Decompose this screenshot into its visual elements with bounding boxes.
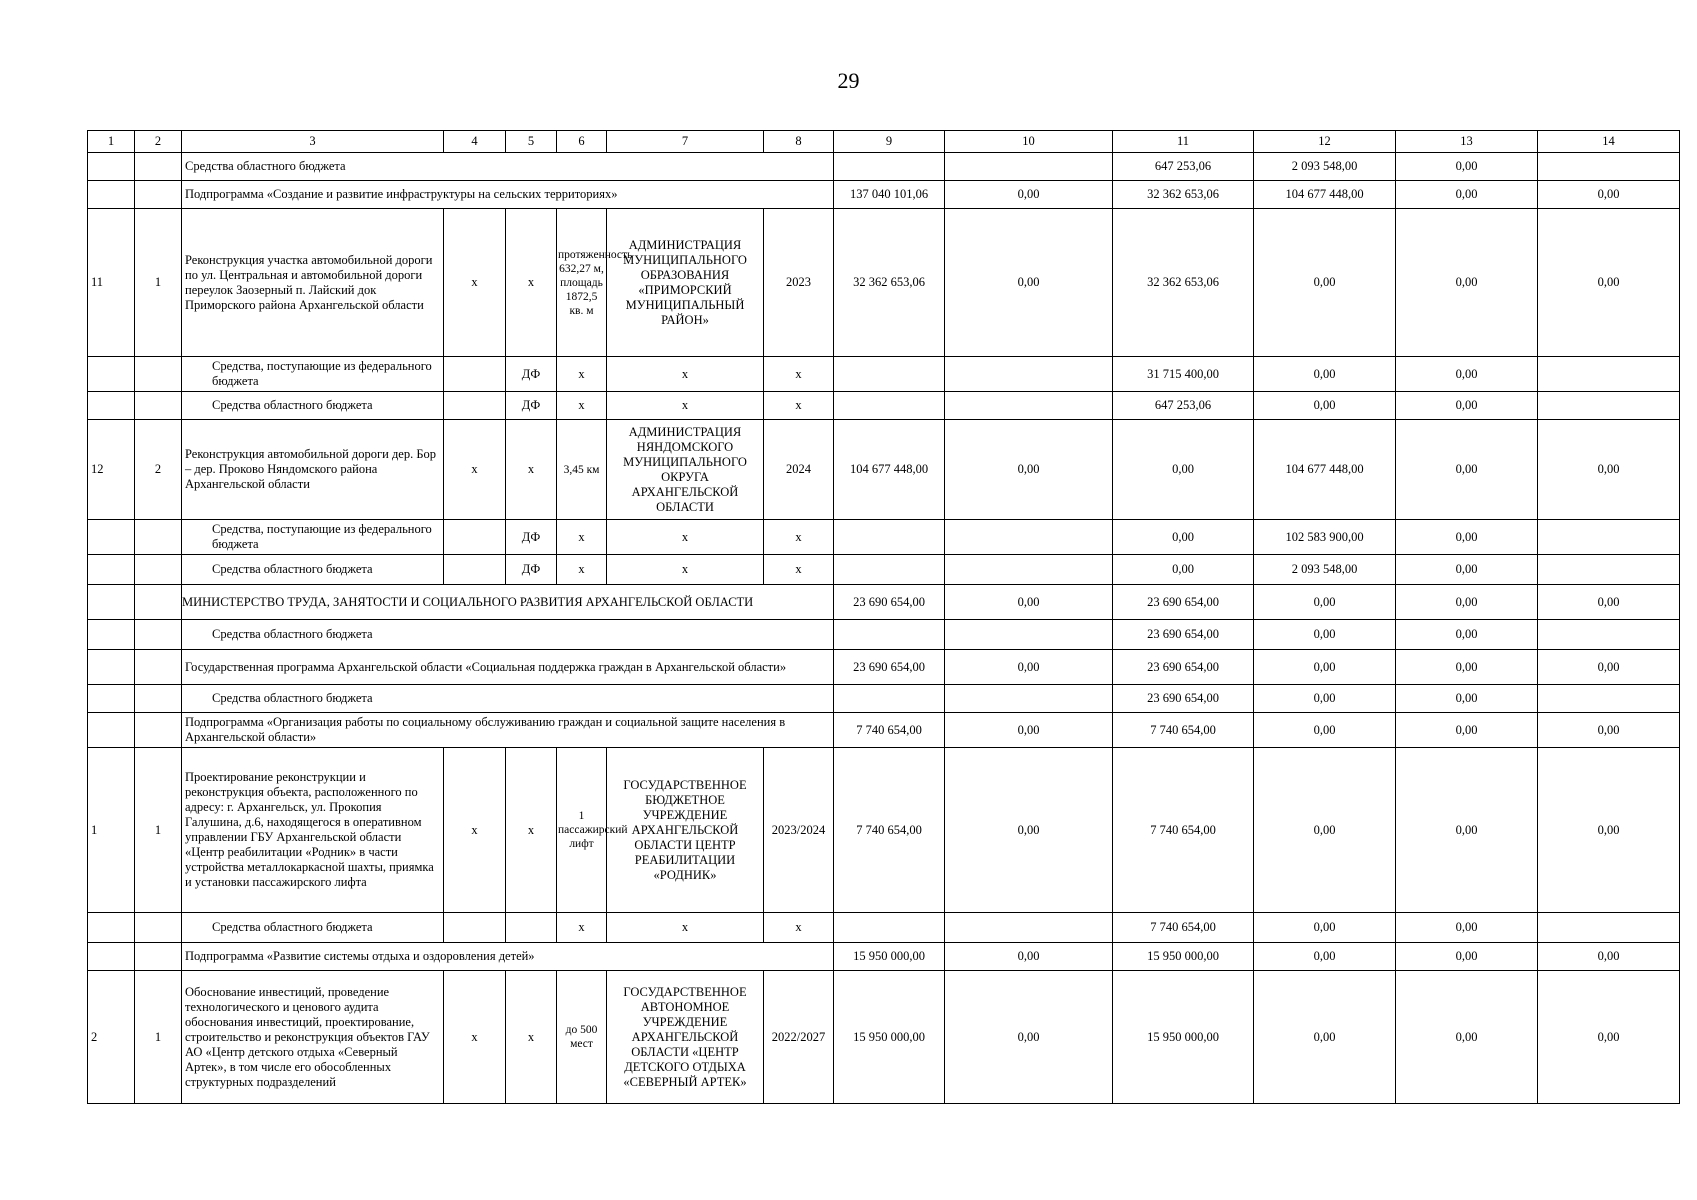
amount-c12: 104 677 448,00 (1254, 420, 1396, 520)
code-cell-4: х (444, 209, 506, 357)
amount-c12: 0,00 (1254, 685, 1396, 713)
funding-source-label: Средства областного бюджета (182, 153, 834, 181)
amount-c13: 0,00 (1396, 555, 1538, 585)
amount-c9: 137 040 101,06 (834, 181, 945, 209)
customer-organization: х (607, 913, 764, 943)
amount-c12: 0,00 (1254, 713, 1396, 748)
column-number-4: 4 (444, 131, 506, 153)
amount-c9: 7 740 654,00 (834, 713, 945, 748)
amount-c10 (945, 555, 1113, 585)
amount-c10 (945, 685, 1113, 713)
customer-organization: ГОСУДАРСТВЕННОЕ БЮДЖЕТНОЕ УЧРЕЖДЕНИЕ АРХАНГЕЛЬСКОЙ ОБЛАСТИ ЦЕНТР РЕАБИЛИТАЦИИ «РОДНИК» (607, 748, 764, 913)
amount-c10: 0,00 (945, 420, 1113, 520)
column-number-14: 14 (1538, 131, 1680, 153)
row-number-cell (88, 913, 135, 943)
amount-c14 (1538, 685, 1680, 713)
amount-c12: 0,00 (1254, 971, 1396, 1104)
amount-c11: 0,00 (1113, 520, 1254, 555)
row-number-cell: 2 (88, 971, 135, 1104)
column-number-3: 3 (182, 131, 444, 153)
amount-c12: 0,00 (1254, 943, 1396, 971)
amount-c14 (1538, 620, 1680, 650)
table-row (88, 971, 1680, 1104)
amount-c14: 0,00 (1538, 713, 1680, 748)
object-description: Реконструкция участка автомобильной дороги по ул. Центральная и автомобильной дороги переулок Заозерный п. Лайский док Приморского района Архангельской области (182, 209, 444, 357)
item-number-cell (135, 392, 182, 420)
amount-c12: 104 677 448,00 (1254, 181, 1396, 209)
funding-source-label: Средства областного бюджета (182, 392, 444, 420)
amount-c12: 0,00 (1254, 620, 1396, 650)
item-number-cell (135, 153, 182, 181)
budget-table (87, 130, 1680, 1104)
amount-c14: 0,00 (1538, 971, 1680, 1104)
table-row (88, 650, 1680, 685)
amount-c10: 0,00 (945, 748, 1113, 913)
row-number-cell (88, 585, 135, 620)
item-number-cell: 1 (135, 748, 182, 913)
table-row (88, 357, 1680, 392)
amount-c14 (1538, 357, 1680, 392)
amount-c13: 0,00 (1396, 585, 1538, 620)
customer-organization: ГОСУДАРСТВЕННОЕ АВТОНОМНОЕ УЧРЕЖДЕНИЕ АРХАНГЕЛЬСКОЙ ОБЛАСТИ «ЦЕНТР ДЕТСКОГО ОТДЫХА «СЕВЕРНЫЙ АРТЕК» (607, 971, 764, 1104)
amount-c13: 0,00 (1396, 420, 1538, 520)
column-number-6: 6 (557, 131, 607, 153)
implementation-period: х (764, 913, 834, 943)
item-number-cell (135, 620, 182, 650)
amount-c11: 647 253,06 (1113, 153, 1254, 181)
amount-c9 (834, 357, 945, 392)
amount-c14: 0,00 (1538, 181, 1680, 209)
amount-c14: 0,00 (1538, 650, 1680, 685)
amount-c11: 7 740 654,00 (1113, 748, 1254, 913)
column-number-5: 5 (506, 131, 557, 153)
capacity-cell: 1 пассажирский лифт (557, 748, 607, 913)
column-number-10: 10 (945, 131, 1113, 153)
amount-c11: 0,00 (1113, 555, 1254, 585)
section-heading: МИНИСТЕРСТВО ТРУДА, ЗАНЯТОСТИ И СОЦИАЛЬНОГО РАЗВИТИЯ АРХАНГЕЛЬСКОЙ ОБЛАСТИ (182, 585, 834, 620)
amount-c13: 0,00 (1396, 913, 1538, 943)
funding-source-label: Средства, поступающие из федерального бюджета (182, 520, 444, 555)
capacity-cell: х (557, 392, 607, 420)
code-cell-5: х (506, 420, 557, 520)
amount-c13: 0,00 (1396, 153, 1538, 181)
table-row (88, 685, 1680, 713)
amount-c9: 15 950 000,00 (834, 971, 945, 1104)
code-cell-4 (444, 357, 506, 392)
column-number-13: 13 (1396, 131, 1538, 153)
capacity-cell: 3,45 км (557, 420, 607, 520)
column-number-7: 7 (607, 131, 764, 153)
amount-c14 (1538, 555, 1680, 585)
table-row (88, 520, 1680, 555)
amount-c10 (945, 153, 1113, 181)
amount-c9 (834, 620, 945, 650)
row-number-cell (88, 392, 135, 420)
column-number-9: 9 (834, 131, 945, 153)
code-cell-5: х (506, 209, 557, 357)
amount-c10: 0,00 (945, 585, 1113, 620)
row-number-cell (88, 620, 135, 650)
amount-c10 (945, 913, 1113, 943)
item-number-cell (135, 555, 182, 585)
item-number-cell (135, 943, 182, 971)
amount-c13: 0,00 (1396, 520, 1538, 555)
implementation-period: х (764, 357, 834, 392)
section-heading: Подпрограмма «Создание и развитие инфраструктуры на сельских территориях» (182, 181, 834, 209)
object-description: Проектирование реконструкции и реконструкция объекта, расположенного по адресу: г. Архангельск, ул. Прокопия Галушина, д.6, находящегося в оперативном управлении ГБУ Архангельской области «Центр реабилитации «Родник» в части устройства металлокаркасной шахты, приямка и установки пассажирского лифта (182, 748, 444, 913)
amount-c10 (945, 392, 1113, 420)
amount-c13: 0,00 (1396, 971, 1538, 1104)
amount-c12: 0,00 (1254, 913, 1396, 943)
amount-c13: 0,00 (1396, 620, 1538, 650)
row-number-cell: 12 (88, 420, 135, 520)
section-heading: Подпрограмма «Организация работы по социальному обслуживанию граждан и социальной защите населения в Архангельской области» (182, 713, 834, 748)
amount-c11: 23 690 654,00 (1113, 620, 1254, 650)
code-cell-4: х (444, 420, 506, 520)
amount-c11: 32 362 653,06 (1113, 209, 1254, 357)
customer-organization: АДМИНИСТРАЦИЯ НЯНДОМСКОГО МУНИЦИПАЛЬНОГО ОКРУГА АРХАНГЕЛЬСКОЙ ОБЛАСТИ (607, 420, 764, 520)
code-cell-4 (444, 913, 506, 943)
amount-c11: 31 715 400,00 (1113, 357, 1254, 392)
table-row (88, 913, 1680, 943)
row-number-cell (88, 520, 135, 555)
funding-source-label: Средства областного бюджета (182, 913, 444, 943)
row-number-cell: 11 (88, 209, 135, 357)
row-number-cell (88, 357, 135, 392)
table-row (88, 392, 1680, 420)
table-row (88, 420, 1680, 520)
table-row (88, 153, 1680, 181)
item-number-cell (135, 650, 182, 685)
section-heading: Государственная программа Архангельской области «Социальная поддержка граждан в Архангельской области» (182, 650, 834, 685)
funding-source-label: Средства областного бюджета (182, 685, 834, 713)
amount-c10: 0,00 (945, 971, 1113, 1104)
funding-code: ДФ (506, 555, 557, 585)
row-number-cell (88, 943, 135, 971)
column-number-1: 1 (88, 131, 135, 153)
amount-c12: 0,00 (1254, 650, 1396, 685)
funding-code: ДФ (506, 520, 557, 555)
amount-c12: 0,00 (1254, 392, 1396, 420)
code-cell-5: х (506, 971, 557, 1104)
amount-c11: 7 740 654,00 (1113, 713, 1254, 748)
amount-c11: 32 362 653,06 (1113, 181, 1254, 209)
amount-c12: 2 093 548,00 (1254, 555, 1396, 585)
customer-organization: АДМИНИСТРАЦИЯ МУНИЦИПАЛЬНОГО ОБРАЗОВАНИЯ «ПРИМОРСКИЙ МУНИЦИПАЛЬНЫЙ РАЙОН» (607, 209, 764, 357)
implementation-period: 2024 (764, 420, 834, 520)
amount-c13: 0,00 (1396, 209, 1538, 357)
customer-organization: х (607, 520, 764, 555)
capacity-cell: х (557, 520, 607, 555)
amount-c14: 0,00 (1538, 748, 1680, 913)
amount-c10: 0,00 (945, 209, 1113, 357)
amount-c12: 0,00 (1254, 748, 1396, 913)
item-number-cell (135, 685, 182, 713)
item-number-cell: 1 (135, 971, 182, 1104)
row-number-cell (88, 685, 135, 713)
amount-c11: 15 950 000,00 (1113, 971, 1254, 1104)
amount-c9: 104 677 448,00 (834, 420, 945, 520)
column-number-2: 2 (135, 131, 182, 153)
amount-c13: 0,00 (1396, 685, 1538, 713)
customer-organization: х (607, 555, 764, 585)
section-heading: Подпрограмма «Развитие системы отдыха и оздоровления детей» (182, 943, 834, 971)
amount-c13: 0,00 (1396, 392, 1538, 420)
amount-c14: 0,00 (1538, 943, 1680, 971)
amount-c12: 0,00 (1254, 585, 1396, 620)
amount-c10: 0,00 (945, 181, 1113, 209)
amount-c10 (945, 520, 1113, 555)
table-body (88, 131, 1680, 1104)
amount-c14: 0,00 (1538, 585, 1680, 620)
amount-c9 (834, 392, 945, 420)
amount-c14 (1538, 153, 1680, 181)
object-description: Реконструкция автомобильной дороги дер. Бор – дер. Проково Няндомского района Архангельской области (182, 420, 444, 520)
item-number-cell: 1 (135, 209, 182, 357)
table-row (88, 209, 1680, 357)
object-description: Обоснование инвестиций, проведение технологического и ценового аудита обоснования инвестиций, проектирование, строительство и реконструкция объектов ГАУ АО «Центр детского отдыха «Северный Артек», в том числе его обособленных структурных подразделений (182, 971, 444, 1104)
amount-c9 (834, 555, 945, 585)
row-number-cell (88, 555, 135, 585)
funding-source-label: Средства областного бюджета (182, 555, 444, 585)
row-number-cell (88, 153, 135, 181)
amount-c9 (834, 685, 945, 713)
amount-c9 (834, 913, 945, 943)
implementation-period: х (764, 392, 834, 420)
table-row (88, 943, 1680, 971)
capacity-cell: х (557, 357, 607, 392)
customer-organization: х (607, 392, 764, 420)
table-row (88, 620, 1680, 650)
amount-c11: 15 950 000,00 (1113, 943, 1254, 971)
funding-code (506, 913, 557, 943)
item-number-cell (135, 913, 182, 943)
code-cell-4 (444, 520, 506, 555)
code-cell-4: х (444, 971, 506, 1104)
amount-c11: 7 740 654,00 (1113, 913, 1254, 943)
funding-code: ДФ (506, 392, 557, 420)
amount-c9: 23 690 654,00 (834, 585, 945, 620)
code-cell-4 (444, 555, 506, 585)
amount-c14: 0,00 (1538, 209, 1680, 357)
amount-c11: 23 690 654,00 (1113, 685, 1254, 713)
item-number-cell (135, 713, 182, 748)
code-cell-4: х (444, 748, 506, 913)
funding-source-label: Средства областного бюджета (182, 620, 834, 650)
amount-c9 (834, 520, 945, 555)
row-number-cell: 1 (88, 748, 135, 913)
table-row (88, 585, 1680, 620)
capacity-cell: до 500 мест (557, 971, 607, 1104)
amount-c14 (1538, 520, 1680, 555)
amount-c9: 32 362 653,06 (834, 209, 945, 357)
amount-c12: 0,00 (1254, 209, 1396, 357)
column-number-12: 12 (1254, 131, 1396, 153)
amount-c14 (1538, 392, 1680, 420)
amount-c10: 0,00 (945, 943, 1113, 971)
amount-c10: 0,00 (945, 650, 1113, 685)
amount-c9: 15 950 000,00 (834, 943, 945, 971)
amount-c9: 7 740 654,00 (834, 748, 945, 913)
amount-c10 (945, 620, 1113, 650)
amount-c13: 0,00 (1396, 713, 1538, 748)
funding-source-label: Средства, поступающие из федерального бюджета (182, 357, 444, 392)
table-row (88, 181, 1680, 209)
table-row (88, 748, 1680, 913)
column-number-11: 11 (1113, 131, 1254, 153)
capacity-cell: х (557, 913, 607, 943)
item-number-cell (135, 357, 182, 392)
funding-code: ДФ (506, 357, 557, 392)
implementation-period: х (764, 520, 834, 555)
row-number-cell (88, 713, 135, 748)
row-number-cell (88, 181, 135, 209)
amount-c12: 0,00 (1254, 357, 1396, 392)
capacity-cell: х (557, 555, 607, 585)
amount-c13: 0,00 (1396, 357, 1538, 392)
page-number: 29 (837, 68, 860, 93)
amount-c13: 0,00 (1396, 181, 1538, 209)
implementation-period: 2023/2024 (764, 748, 834, 913)
amount-c10: 0,00 (945, 713, 1113, 748)
amount-c11: 23 690 654,00 (1113, 585, 1254, 620)
column-number-8: 8 (764, 131, 834, 153)
amount-c10 (945, 357, 1113, 392)
item-number-cell (135, 520, 182, 555)
table-row (88, 713, 1680, 748)
implementation-period: 2022/2027 (764, 971, 834, 1104)
column-number-row (88, 131, 1680, 153)
amount-c12: 102 583 900,00 (1254, 520, 1396, 555)
customer-organization: х (607, 357, 764, 392)
row-number-cell (88, 650, 135, 685)
amount-c14 (1538, 913, 1680, 943)
table-row (88, 555, 1680, 585)
amount-c13: 0,00 (1396, 943, 1538, 971)
implementation-period: 2023 (764, 209, 834, 357)
code-cell-4 (444, 392, 506, 420)
amount-c13: 0,00 (1396, 748, 1538, 913)
capacity-cell: протяженность 632,27 м, площадь 1872,5 кв. м (557, 209, 607, 357)
amount-c12: 2 093 548,00 (1254, 153, 1396, 181)
amount-c9 (834, 153, 945, 181)
code-cell-5: х (506, 748, 557, 913)
implementation-period: х (764, 555, 834, 585)
item-number-cell (135, 181, 182, 209)
amount-c11: 0,00 (1113, 420, 1254, 520)
amount-c11: 23 690 654,00 (1113, 650, 1254, 685)
amount-c11: 647 253,06 (1113, 392, 1254, 420)
amount-c13: 0,00 (1396, 650, 1538, 685)
item-number-cell (135, 585, 182, 620)
item-number-cell: 2 (135, 420, 182, 520)
amount-c14: 0,00 (1538, 420, 1680, 520)
amount-c9: 23 690 654,00 (834, 650, 945, 685)
